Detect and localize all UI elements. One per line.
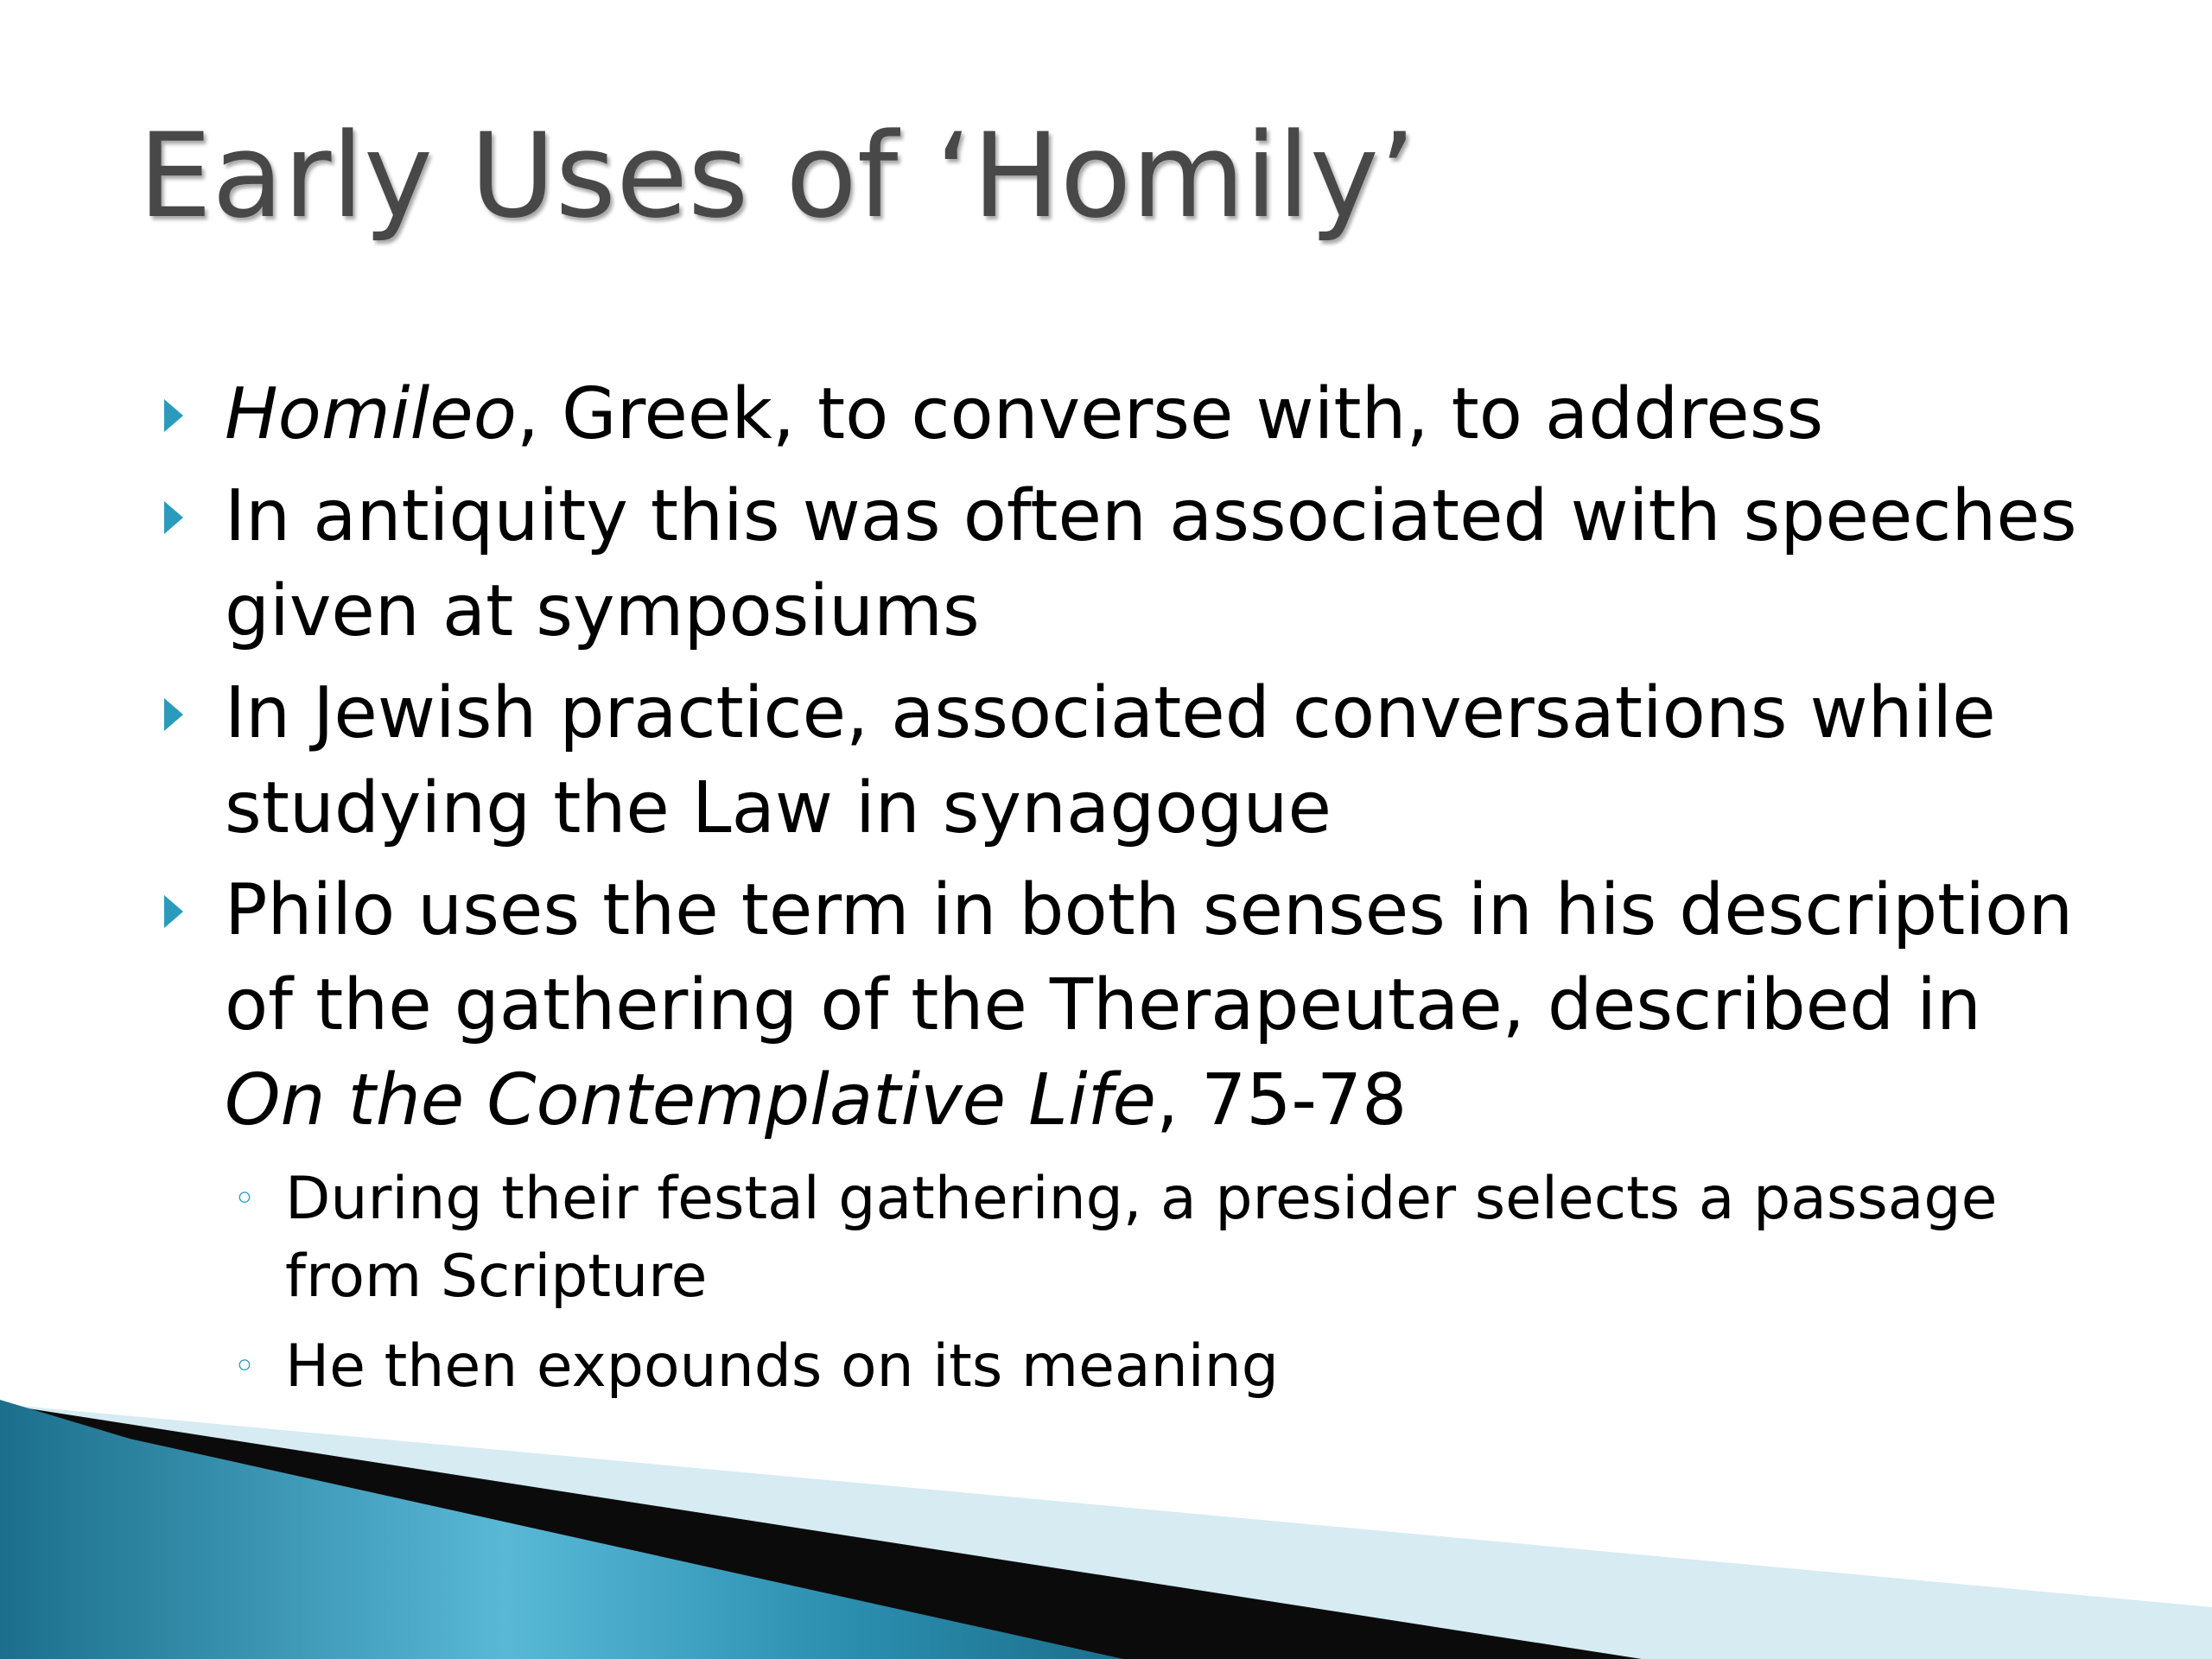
triangle-right-icon [164, 895, 183, 928]
homileo-term: Homileo [225, 373, 517, 455]
bullet-antiquity [160, 469, 2104, 659]
ring-bullet-icon: ◦ [233, 1177, 256, 1221]
philo-text-before: Philo uses the term in both senses in his description of the gathering of the Therapeutae, described in [225, 869, 2074, 1046]
slide-title: Early Uses of ‘Homily’ [138, 108, 1416, 244]
sub-bullet-expounds [160, 1328, 2104, 1406]
philo-sub-bullets [160, 1160, 2104, 1406]
philo-work-title: On the Contemplative Life [225, 1059, 1156, 1141]
homileo-definition: , Greek, to converse with, to address [516, 373, 1824, 455]
sub-bullet-presider [160, 1160, 2104, 1316]
antiquity-text: In antiquity this was often associated with speeches given at symposiums [225, 475, 2077, 652]
jewish-practice-text: In Jewish practice, associated conversations while studying the Law in synagogue [225, 672, 1996, 849]
philo-text-after: , 75-78 [1155, 1059, 1408, 1141]
presider-text: During their festal gathering, a presider selects a passage from Scripture [285, 1165, 1998, 1311]
expounds-text: He then expounds on its meaning [285, 1332, 1279, 1401]
triangle-right-icon [164, 399, 183, 432]
triangle-right-icon [164, 698, 183, 731]
bullet-list [160, 367, 2104, 1418]
bullet-philo [160, 863, 2104, 1148]
triangle-right-icon [164, 501, 183, 534]
bullet-jewish-practice [160, 666, 2104, 856]
bullet-homileo [160, 367, 2104, 462]
ring-bullet-icon: ◦ [233, 1344, 256, 1389]
